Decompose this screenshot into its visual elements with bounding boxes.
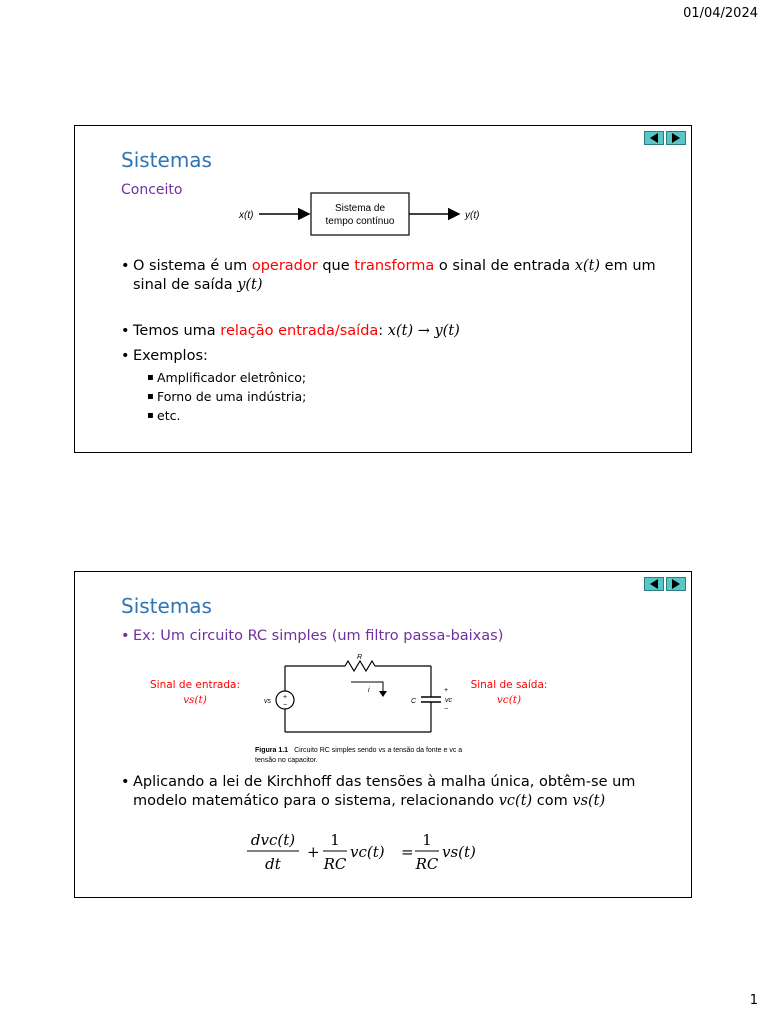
math-yt: y(t) <box>237 277 263 293</box>
caption-line2: tensão no capacitor. <box>255 757 318 764</box>
prev-slide-button[interactable] <box>644 577 664 591</box>
input-signal-text: Sinal de entrada: <box>149 679 240 691</box>
highlight-operador: operador <box>251 258 318 274</box>
input-signal-var: vs(t) <box>183 694 207 706</box>
examples-list <box>147 368 306 425</box>
eq-vs: vs(t) <box>442 843 476 861</box>
math-xt: x(t) <box>574 258 601 274</box>
eq-one-a: 1 <box>330 831 340 849</box>
text: o sinal de entrada <box>434 258 575 274</box>
eq-vc: vc(t) <box>350 843 385 861</box>
current-arrow <box>351 682 383 694</box>
bullet-system-definition <box>121 257 681 295</box>
source-label: vs <box>264 698 271 705</box>
arrow-left-icon <box>650 579 658 589</box>
list-item: ▪ Amplificador eletrônico; <box>147 368 306 387</box>
eq-equals: = <box>401 843 414 861</box>
bullet-rc-example: • Ex: Um circuito RC simples (um filtro passa-baixas) <box>121 627 681 646</box>
diagram-input-label: x(t) <box>239 210 254 221</box>
cap-minus: − <box>444 706 449 713</box>
figure-number: Figura 1.1 <box>255 747 289 754</box>
text: Aplicando a lei de Kirchhoff das tensões à malha única, obtêm-se um modelo matemático para o sistema, relacionando <box>133 774 636 809</box>
slide-subtitle: Conceito <box>121 182 183 198</box>
math-vs: vs(t) <box>572 793 606 809</box>
math-relation: x(t) → y(t) <box>387 323 460 339</box>
highlight-transforma: transforma <box>354 258 435 274</box>
page-date: 01/04/2024 <box>683 6 758 21</box>
slide-nav <box>644 577 686 591</box>
source-plus: + <box>282 694 288 701</box>
resistor-symbol <box>345 661 375 671</box>
arrow-left-icon <box>650 133 658 143</box>
eq-num1: dvc(t) <box>250 831 296 849</box>
next-slide-button[interactable] <box>666 577 686 591</box>
slide-2 <box>74 571 692 898</box>
page-number: 1 <box>749 993 758 1008</box>
next-slide-button[interactable] <box>666 131 686 145</box>
arrow-right-icon <box>672 133 680 143</box>
eq-one-b: 1 <box>422 831 432 849</box>
text: Temos uma <box>133 323 221 339</box>
block-diagram <box>237 190 497 240</box>
list-item: ▪ Forno de uma indústria; <box>147 387 306 406</box>
output-signal-text: Sinal de saída: <box>470 679 548 691</box>
slide-1 <box>74 125 692 453</box>
output-signal-var: vc(t) <box>496 694 522 706</box>
text: que <box>317 258 355 274</box>
resistor-label: R <box>357 654 363 661</box>
rc-circuit-figure <box>255 650 465 770</box>
slide-title: Sistemas <box>121 594 212 618</box>
highlight-relacao: relação entrada/saída <box>220 323 379 339</box>
bullet-relation <box>121 322 681 341</box>
diagram-system-box <box>311 193 409 235</box>
eq-den1: dt <box>265 855 281 873</box>
source-minus: − <box>282 702 288 709</box>
eq-rc-b: RC <box>415 855 439 873</box>
math-vc: vc(t) <box>498 793 533 809</box>
eq-rc-a: RC <box>323 855 347 873</box>
bullet-kirchhoff <box>121 773 681 811</box>
text: : <box>378 323 388 339</box>
text: em um sinal de saída <box>133 258 656 293</box>
output-signal-label <box>459 678 559 708</box>
caption-line1: Circuito RC simples sendo vs a tensão da fonte e vc a <box>294 747 463 754</box>
arrow-right-icon <box>672 579 680 589</box>
capacitor-voltage-label: vc <box>445 697 452 704</box>
diagram-box-line2: tempo contínuo <box>325 216 395 227</box>
slide-title: Sistemas <box>121 148 212 172</box>
input-signal-label <box>145 678 245 708</box>
capacitor-label: C <box>411 698 417 705</box>
differential-equation <box>243 827 483 877</box>
current-arrowhead <box>379 691 387 697</box>
bullet-examples: • Exemplos: <box>121 347 681 366</box>
diagram-output-label: y(t) <box>465 210 480 221</box>
figure-caption <box>255 747 462 754</box>
eq-plus: + <box>307 843 320 861</box>
slide-nav <box>644 131 686 145</box>
current-label: i <box>368 687 370 694</box>
text: com <box>532 793 573 809</box>
cap-plus: + <box>444 687 449 694</box>
diagram-box-line1: Sistema de <box>334 203 386 214</box>
text: O sistema é um <box>133 258 252 274</box>
prev-slide-button[interactable] <box>644 131 664 145</box>
list-item: ▪ etc. <box>147 406 306 425</box>
